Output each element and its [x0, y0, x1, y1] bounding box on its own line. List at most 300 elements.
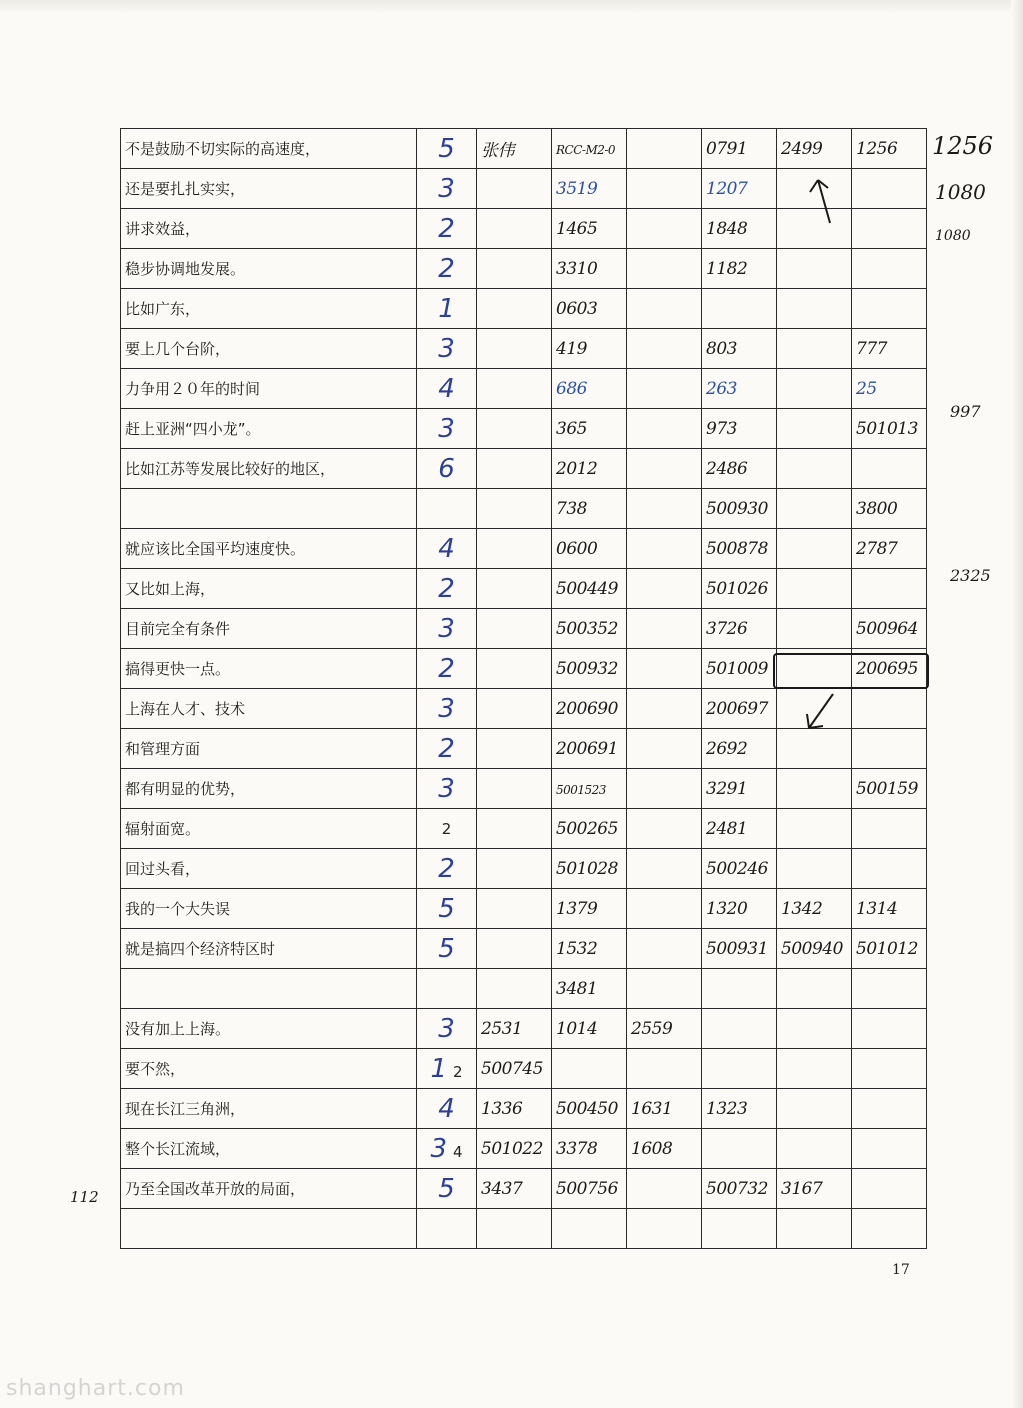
entry-cell-c1 — [477, 969, 552, 1009]
entry-cell-c4 — [702, 969, 777, 1009]
entry-cell-c3 — [627, 489, 702, 529]
entry-cell-c5 — [777, 889, 852, 929]
handwritten-entry: 1182 — [706, 258, 748, 279]
entry-cell-c2 — [552, 129, 627, 169]
entry-cell-c4 — [702, 889, 777, 929]
speaker-count: 4 — [438, 533, 455, 564]
entry-cell-c5 — [777, 329, 852, 369]
sentence-cell: 没有加上上海。 — [121, 1009, 417, 1049]
entry-cell-c3 — [627, 209, 702, 249]
sentence-cell: 回过头看， — [121, 849, 417, 889]
entry-cell-c1 — [477, 809, 552, 849]
handwritten-entry: 1465 — [556, 218, 598, 239]
table-row — [121, 449, 927, 489]
table-row — [121, 1129, 927, 1169]
entry-cell-c6 — [852, 1129, 927, 1169]
handwritten-entry: 501012 — [856, 938, 918, 959]
handwritten-entry: 1379 — [556, 898, 598, 919]
sentence-cell: 乃至全国改革开放的局面， — [121, 1169, 417, 1209]
count-cell — [417, 529, 477, 569]
speaker-count: 4 — [438, 373, 455, 404]
entry-cell-c5 — [777, 1049, 852, 1089]
entry-cell-c1 — [477, 1169, 552, 1209]
handwritten-entry: 2531 — [481, 1018, 523, 1039]
entry-cell-c4 — [702, 289, 777, 329]
page-number: 17 — [892, 1262, 910, 1278]
entry-cell-c3 — [627, 249, 702, 289]
count-cell — [417, 249, 477, 289]
handwritten-entry: 0600 — [556, 538, 598, 559]
entry-cell-c5 — [777, 489, 852, 529]
sentence-cell: 力争用２０年的时间 — [121, 369, 417, 409]
entry-cell-c1 — [477, 1049, 552, 1089]
entry-cell-c6 — [852, 1049, 927, 1089]
table-row — [121, 1009, 927, 1049]
entry-cell-c4 — [702, 769, 777, 809]
entry-cell-c5 — [777, 809, 852, 849]
entry-cell-c4 — [702, 369, 777, 409]
table-row — [121, 249, 927, 289]
entry-cell-c6 — [852, 409, 927, 449]
count-cell — [417, 329, 477, 369]
entry-cell-c2 — [552, 569, 627, 609]
handwritten-entry: 500964 — [856, 618, 918, 639]
entry-cell-c2 — [552, 1049, 627, 1089]
entry-cell-c1 — [477, 369, 552, 409]
entry-cell-c6 — [852, 729, 927, 769]
entry-cell-c6 — [852, 1209, 927, 1249]
entry-cell-c6 — [852, 569, 927, 609]
handwritten-entry: 3291 — [706, 778, 748, 799]
entry-cell-c1 — [477, 489, 552, 529]
entry-cell-c6 — [852, 889, 927, 929]
handwritten-entry: 2559 — [631, 1018, 673, 1039]
entry-cell-c1 — [477, 289, 552, 329]
table-row — [121, 809, 927, 849]
entry-cell-c5 — [777, 129, 852, 169]
entry-cell-c3 — [627, 1049, 702, 1089]
table-row — [121, 889, 927, 929]
count-cell — [417, 1209, 477, 1249]
entry-cell-c5 — [777, 249, 852, 289]
entry-cell-c4 — [702, 169, 777, 209]
entry-cell-c6 — [852, 169, 927, 209]
table-row — [121, 289, 927, 329]
entry-cell-c4 — [702, 329, 777, 369]
entry-cell-c5 — [777, 969, 852, 1009]
count-cell — [417, 169, 477, 209]
table-row — [121, 1209, 927, 1249]
entry-cell-c4 — [702, 409, 777, 449]
handwritten-entry: 501026 — [706, 578, 768, 599]
handwritten-entry: 3310 — [556, 258, 598, 279]
entry-cell-c6 — [852, 929, 927, 969]
handwritten-entry: 1532 — [556, 938, 598, 959]
sentence-cell: 要上几个台阶， — [121, 329, 417, 369]
entry-cell-c6 — [852, 769, 927, 809]
entry-cell-c2 — [552, 809, 627, 849]
handwritten-entry: 500940 — [781, 938, 843, 959]
speaker-count: 3 — [438, 413, 455, 444]
entry-cell-c3 — [627, 649, 702, 689]
entry-cell-c6 — [852, 529, 927, 569]
entry-cell-c1 — [477, 329, 552, 369]
handwritten-entry: 803 — [706, 338, 737, 359]
count-cell — [417, 849, 477, 889]
entry-cell-c6 — [852, 249, 927, 289]
margin-note-left: 112 — [70, 1188, 99, 1206]
entry-cell-c2 — [552, 969, 627, 1009]
entry-cell-c1 — [477, 849, 552, 889]
entry-cell-c4 — [702, 649, 777, 689]
entry-cell-c5 — [777, 849, 852, 889]
entry-cell-c5 — [777, 929, 852, 969]
entry-cell-c2 — [552, 209, 627, 249]
table-row — [121, 569, 927, 609]
entry-cell-c3 — [627, 809, 702, 849]
entry-cell-c1 — [477, 529, 552, 569]
handwritten-entry: 1342 — [781, 898, 823, 919]
speaker-count: 2 — [438, 213, 455, 244]
up-arrow-mark — [800, 168, 860, 228]
speaker-count: 1 — [438, 293, 455, 324]
entry-cell-c4 — [702, 529, 777, 569]
count-cell — [417, 409, 477, 449]
entry-cell-c4 — [702, 1129, 777, 1169]
entry-cell-c6 — [852, 369, 927, 409]
speaker-count: 4 — [438, 1093, 455, 1124]
speaker-count: 5 — [438, 933, 455, 964]
table-row — [121, 369, 927, 409]
entry-cell-c4 — [702, 569, 777, 609]
speaker-count: 3 — [438, 1013, 455, 1044]
entry-cell-c6 — [852, 489, 927, 529]
entry-cell-c4 — [702, 929, 777, 969]
handwritten-entry: 1848 — [706, 218, 748, 239]
sentence-cell: 目前完全有条件 — [121, 609, 417, 649]
handwritten-entry: 500878 — [706, 538, 768, 559]
handwritten-entry: 500449 — [556, 578, 618, 599]
handwritten-entry: 500932 — [556, 658, 618, 679]
sentence-cell: 辐射面宽。 — [121, 809, 417, 849]
entry-cell-c1 — [477, 129, 552, 169]
count-cell — [417, 449, 477, 489]
entry-cell-c2 — [552, 289, 627, 329]
entry-cell-c5 — [777, 449, 852, 489]
count-cell — [417, 769, 477, 809]
handwritten-entry: 5001523 — [556, 783, 606, 797]
handwritten-entry: 1323 — [706, 1098, 748, 1119]
sentence-cell — [121, 1209, 417, 1249]
entry-cell-c6 — [852, 849, 927, 889]
page-top-edge — [0, 0, 1023, 14]
entry-cell-c3 — [627, 409, 702, 449]
entry-cell-c3 — [627, 1209, 702, 1249]
handwritten-entry: 1207 — [706, 178, 748, 199]
count-cell — [417, 209, 477, 249]
handwritten-entry: 500930 — [706, 498, 768, 519]
entry-cell-c5 — [777, 769, 852, 809]
entry-cell-c3 — [627, 129, 702, 169]
margin-note-right-row3: 1080 — [935, 228, 971, 244]
entry-cell-c5 — [777, 569, 852, 609]
margin-note-right-row7: 997 — [950, 402, 981, 421]
entry-cell-c1 — [477, 609, 552, 649]
entry-cell-c1 — [477, 569, 552, 609]
entry-cell-c2 — [552, 1009, 627, 1049]
entry-cell-c3 — [627, 769, 702, 809]
table-row — [121, 1169, 927, 1209]
handwritten-entry: 500756 — [556, 1178, 618, 1199]
entry-cell-c4 — [702, 809, 777, 849]
speaker-count: 2 — [441, 820, 452, 838]
entry-cell-c2 — [552, 409, 627, 449]
margin-note-right-row11: 2325 — [950, 566, 991, 585]
entry-cell-c4 — [702, 1089, 777, 1129]
entry-cell-c2 — [552, 449, 627, 489]
down-arrow-mark — [795, 690, 845, 740]
speaker-count: 5 — [438, 133, 455, 164]
entry-cell-c2 — [552, 369, 627, 409]
handwritten-entry: 1336 — [481, 1098, 523, 1119]
entry-cell-c2 — [552, 169, 627, 209]
entry-cell-c3 — [627, 689, 702, 729]
speaker-count: 3 — [438, 613, 455, 644]
count-cell — [417, 1009, 477, 1049]
count-cell — [417, 689, 477, 729]
entry-cell-c2 — [552, 1089, 627, 1129]
entry-cell-c1 — [477, 689, 552, 729]
handwritten-entry: 1314 — [856, 898, 898, 919]
speaker-count: 3 — [438, 173, 455, 204]
handwritten-entry: 3481 — [556, 978, 598, 999]
table-row — [121, 929, 927, 969]
entry-cell-c6 — [852, 1169, 927, 1209]
table-row — [121, 529, 927, 569]
speaker-count: 2 — [438, 653, 455, 684]
table-row — [121, 329, 927, 369]
handwritten-entry: 2787 — [856, 538, 898, 559]
entry-cell-c5 — [777, 609, 852, 649]
entry-cell-c5 — [777, 369, 852, 409]
watermark: shanghart.com — [6, 1376, 185, 1401]
handwritten-entry: RCC-M2-0 — [556, 143, 616, 157]
sentence-cell — [121, 489, 417, 529]
sentence-cell: 比如江苏等发展比较好的地区， — [121, 449, 417, 489]
handwritten-entry: 0791 — [706, 138, 748, 159]
speaker-count: 3 — [438, 333, 455, 364]
sentence-cell: 和管理方面 — [121, 729, 417, 769]
entry-cell-c1 — [477, 169, 552, 209]
handwritten-entry: 200691 — [556, 738, 618, 759]
margin-note-right-row2: 1080 — [935, 180, 986, 204]
count-cell — [417, 489, 477, 529]
table-row — [121, 409, 927, 449]
handwritten-entry: 501009 — [706, 658, 768, 679]
count-cell — [417, 569, 477, 609]
count-cell — [417, 929, 477, 969]
entry-cell-c5 — [777, 409, 852, 449]
entry-cell-c3 — [627, 289, 702, 329]
handwritten-entry: 张伟 — [481, 141, 514, 161]
handwritten-entry: 3800 — [856, 498, 898, 519]
handwritten-entry: 1608 — [631, 1138, 673, 1159]
speaker-count: 2 — [438, 733, 455, 764]
entry-cell-c1 — [477, 1209, 552, 1249]
entry-cell-c4 — [702, 489, 777, 529]
entry-cell-c5 — [777, 529, 852, 569]
entry-cell-c1 — [477, 729, 552, 769]
entry-cell-c6 — [852, 1009, 927, 1049]
entry-cell-c3 — [627, 329, 702, 369]
handwritten-entry: 500352 — [556, 618, 618, 639]
entry-cell-c3 — [627, 449, 702, 489]
entry-cell-c6 — [852, 209, 927, 249]
handwritten-entry: 3167 — [781, 1178, 823, 1199]
entry-cell-c6 — [852, 609, 927, 649]
handwritten-entry: 500265 — [556, 818, 618, 839]
printed-count: 2 — [453, 1062, 463, 1081]
entry-cell-c5 — [777, 1129, 852, 1169]
entry-cell-c1 — [477, 209, 552, 249]
handwritten-entry: 2012 — [556, 458, 598, 479]
entry-cell-c3 — [627, 1089, 702, 1129]
speaker-count: 2 — [438, 573, 455, 604]
entry-cell-c4 — [702, 1009, 777, 1049]
entry-cell-c3 — [627, 929, 702, 969]
speaker-count: 3 — [438, 693, 455, 724]
entry-cell-c6 — [852, 689, 927, 729]
table-row — [121, 969, 927, 1009]
handwritten-entry: 738 — [556, 498, 587, 519]
entry-cell-c5 — [777, 289, 852, 329]
handwritten-entry: 200695 — [856, 658, 918, 679]
count-cell — [417, 969, 477, 1009]
count-cell — [417, 1049, 477, 1089]
handwritten-entry: 3519 — [556, 178, 598, 199]
entry-cell-c6 — [852, 289, 927, 329]
entry-cell-c1 — [477, 449, 552, 489]
entry-cell-c4 — [702, 209, 777, 249]
handwritten-entry: 500732 — [706, 1178, 768, 1199]
entry-cell-c2 — [552, 1129, 627, 1169]
entry-cell-c4 — [702, 129, 777, 169]
handwritten-entry: 2499 — [781, 138, 823, 159]
count-cell — [417, 889, 477, 929]
handwritten-entry: 200697 — [706, 698, 768, 719]
entry-cell-c3 — [627, 1169, 702, 1209]
entry-cell-c6 — [852, 809, 927, 849]
handwritten-entry: 1014 — [556, 1018, 598, 1039]
entry-cell-c2 — [552, 1169, 627, 1209]
sentence-cell — [121, 969, 417, 1009]
count-cell — [417, 129, 477, 169]
sentence-cell: 就应该比全国平均速度快。 — [121, 529, 417, 569]
entry-cell-c2 — [552, 769, 627, 809]
handwritten-entry: 3437 — [481, 1178, 523, 1199]
entry-cell-c2 — [552, 329, 627, 369]
handwritten-entry: 3726 — [706, 618, 748, 639]
entry-cell-c2 — [552, 249, 627, 289]
sentence-cell: 讲求效益， — [121, 209, 417, 249]
speaker-count: 1 — [430, 1053, 447, 1084]
handwritten-entry: 686 — [556, 378, 587, 399]
count-cell — [417, 609, 477, 649]
entry-cell-c2 — [552, 489, 627, 529]
count-cell — [417, 1089, 477, 1129]
speaker-count: 3 — [430, 1133, 447, 1164]
handwritten-entry: 0603 — [556, 298, 598, 319]
entry-cell-c4 — [702, 249, 777, 289]
handwritten-entry: 1320 — [706, 898, 748, 919]
entry-cell-c3 — [627, 609, 702, 649]
entry-cell-c2 — [552, 889, 627, 929]
count-cell — [417, 729, 477, 769]
handwritten-entry: 3378 — [556, 1138, 598, 1159]
entry-cell-c1 — [477, 769, 552, 809]
handwritten-entry: 2486 — [706, 458, 748, 479]
speaker-count: 2 — [438, 853, 455, 884]
entry-cell-c6 — [852, 969, 927, 1009]
handwritten-entry: 200690 — [556, 698, 618, 719]
sentence-cell: 都有明显的优势， — [121, 769, 417, 809]
handwritten-entry: 419 — [556, 338, 587, 359]
speaker-count: 2 — [438, 253, 455, 284]
entry-cell-c4 — [702, 729, 777, 769]
table-row — [121, 849, 927, 889]
entry-cell-c5 — [777, 1009, 852, 1049]
table-row — [121, 1049, 927, 1089]
entry-cell-c3 — [627, 529, 702, 569]
handwritten-entry: 500931 — [706, 938, 768, 959]
handwritten-entry: 501013 — [856, 418, 918, 439]
count-cell — [417, 1169, 477, 1209]
count-cell — [417, 289, 477, 329]
entry-cell-c4 — [702, 689, 777, 729]
handwritten-entry: 500450 — [556, 1098, 618, 1119]
handwritten-entry: 1256 — [856, 138, 898, 159]
entry-cell-c4 — [702, 1209, 777, 1249]
handwritten-entry: 500246 — [706, 858, 768, 879]
entry-cell-c2 — [552, 529, 627, 569]
sentence-cell: 比如广东， — [121, 289, 417, 329]
entry-cell-c2 — [552, 929, 627, 969]
entry-cell-c3 — [627, 889, 702, 929]
sentence-cell: 搞得更快一点。 — [121, 649, 417, 689]
speaker-count: 5 — [438, 1173, 455, 1204]
entry-cell-c2 — [552, 849, 627, 889]
handwritten-entry: 500745 — [481, 1058, 543, 1079]
entry-cell-c1 — [477, 649, 552, 689]
entry-cell-c5 — [777, 1089, 852, 1129]
entry-cell-c1 — [477, 1089, 552, 1129]
handwritten-entry: 777 — [856, 338, 887, 359]
sentence-cell: 又比如上海， — [121, 569, 417, 609]
table-row — [121, 489, 927, 529]
page-right-edge — [1011, 0, 1023, 1408]
entry-cell-c6 — [852, 1089, 927, 1129]
handwritten-entry: 2692 — [706, 738, 748, 759]
entry-cell-c2 — [552, 729, 627, 769]
entry-cell-c3 — [627, 969, 702, 1009]
entry-cell-c1 — [477, 1009, 552, 1049]
handwritten-entry: 500159 — [856, 778, 918, 799]
sentence-cell: 要不然， — [121, 1049, 417, 1089]
sentence-cell: 还是要扎扎实实， — [121, 169, 417, 209]
handwritten-entry: 1631 — [631, 1098, 673, 1119]
table-row — [121, 1089, 927, 1129]
circled-box-mark — [772, 650, 932, 692]
